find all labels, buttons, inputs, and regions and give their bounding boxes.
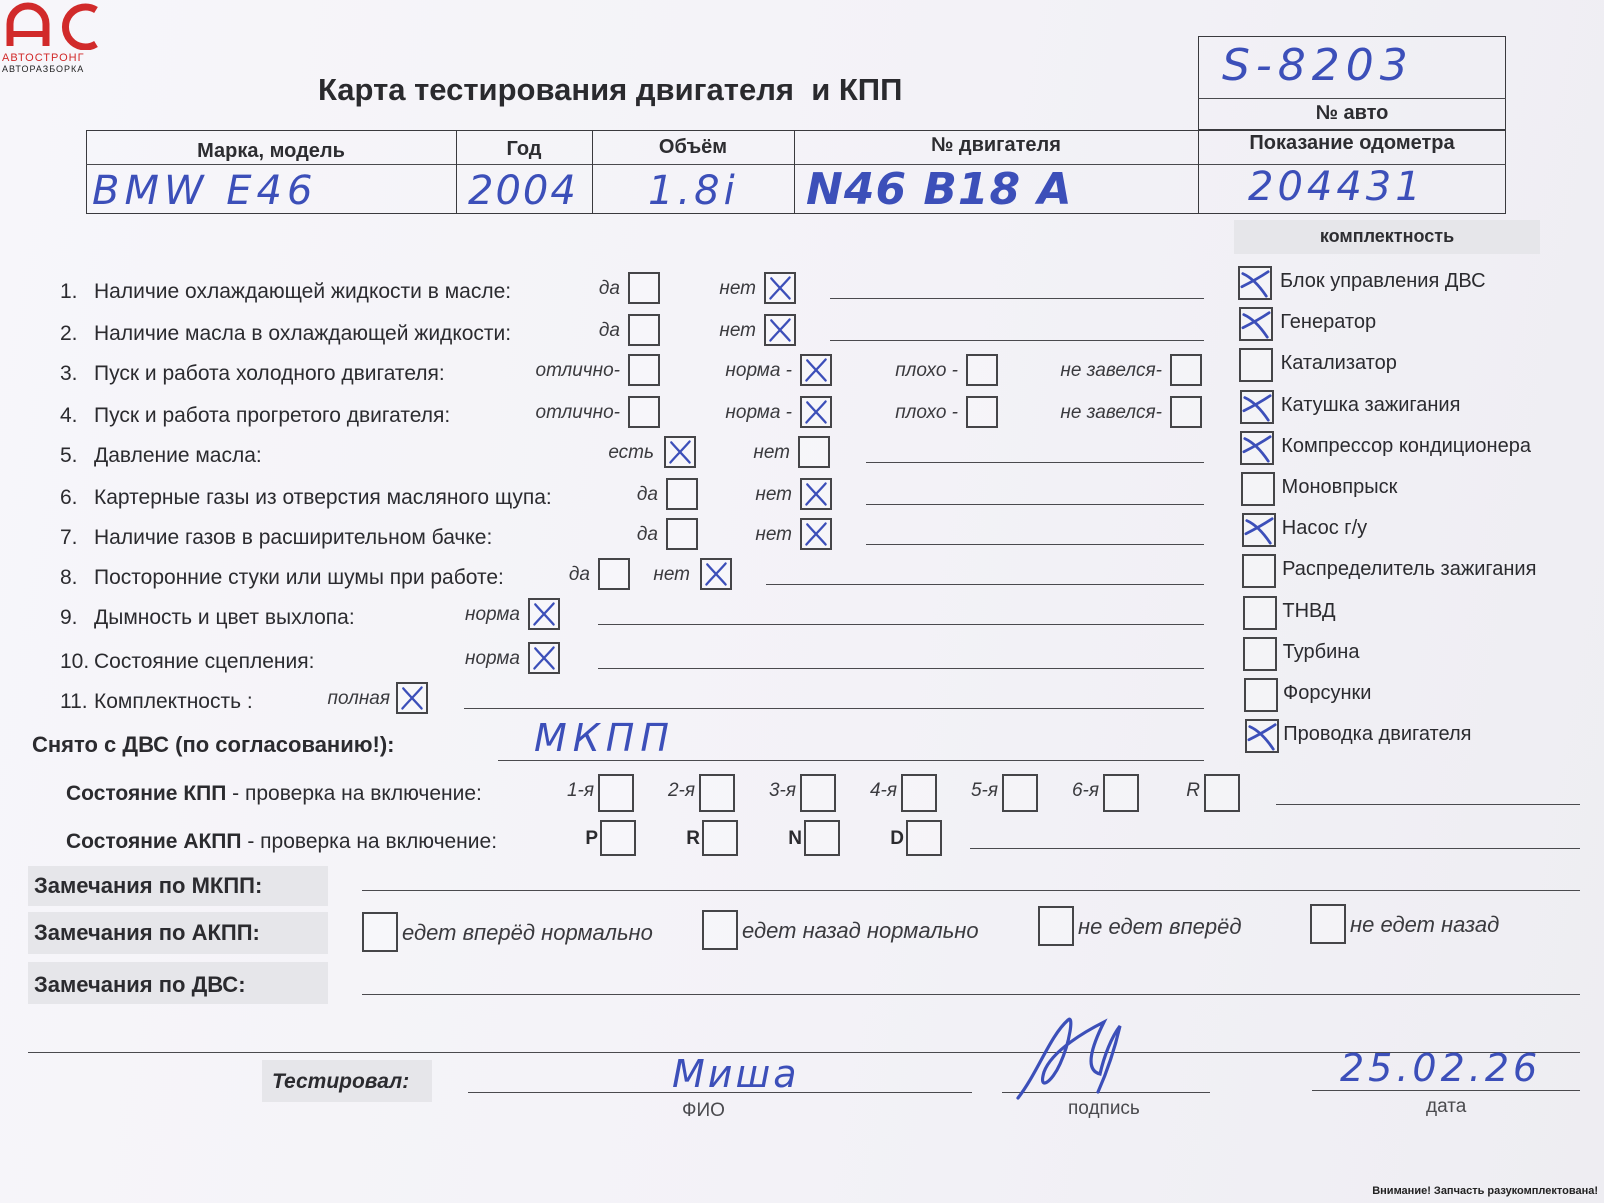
checkbox-checked[interactable] xyxy=(764,314,796,346)
checkbox[interactable] xyxy=(966,396,998,428)
header-value-year: 2004 xyxy=(468,168,578,214)
gear-label: 3-я xyxy=(768,780,796,801)
checkbox[interactable] xyxy=(628,314,660,346)
checkbox-checked[interactable] xyxy=(800,518,832,550)
check-number: 6. xyxy=(60,486,78,509)
tested-name: Миша xyxy=(672,1052,800,1096)
check-number: 1. xyxy=(60,280,78,303)
akpp-mode-label: N xyxy=(788,828,802,849)
check-label: Состояние сцепления: xyxy=(94,650,315,673)
header-label-engine-no: № двигателя xyxy=(931,134,1061,156)
warning-text: Внимание! Запчасть разукомплектована! xyxy=(1372,1185,1598,1197)
checkbox[interactable] xyxy=(628,396,660,428)
kit-item-label: Проводка двигателя xyxy=(1283,723,1472,746)
header-value-model: BMW E46 xyxy=(92,168,318,214)
checkbox[interactable] xyxy=(628,272,660,304)
checkbox-checked[interactable] xyxy=(396,682,428,714)
header-label-model: Марка, модель xyxy=(197,140,345,162)
gear-label: 5-я xyxy=(970,780,998,801)
check-label: Давление масла: xyxy=(94,444,262,467)
checkbox[interactable] xyxy=(628,354,660,386)
check-label: Посторонние стуки или шумы при работе: xyxy=(94,566,504,589)
kit-item-label: Катушка зажигания xyxy=(1280,393,1461,416)
checkbox[interactable] xyxy=(1170,396,1202,428)
checkbox[interactable] xyxy=(966,354,998,386)
check-option-label: норма - xyxy=(725,402,792,423)
akpp-mode-label: P xyxy=(585,828,598,849)
checkbox-checked[interactable] xyxy=(528,642,560,674)
check-option-label: полная xyxy=(327,688,390,709)
akpp-remark-checkbox[interactable] xyxy=(1038,906,1074,946)
auto-number-value: S-8203 xyxy=(1222,40,1414,91)
akpp-mode-label: D xyxy=(890,828,904,849)
logo-sub: АВТОРАЗБОРКА xyxy=(2,64,85,74)
fio-caption: ФИО xyxy=(682,1100,725,1121)
page-title: Карта тестирования двигателя и КПП xyxy=(318,72,903,107)
akpp-remark-checkbox[interactable] xyxy=(362,912,398,952)
gear-checkbox[interactable] xyxy=(1002,774,1038,812)
signature xyxy=(1008,1012,1138,1104)
logo-brand: АВТОСТРОНГ xyxy=(2,52,85,64)
kit-item-label: Турбина xyxy=(1282,640,1360,663)
akpp-label: Состояние АКПП - проверка на включение: xyxy=(66,830,498,853)
check-option-label: да xyxy=(598,320,620,341)
check-number: 10. xyxy=(60,650,90,673)
check-option-label: да xyxy=(598,278,620,299)
akpp-mode-checkbox[interactable] xyxy=(804,820,840,856)
date-caption: дата xyxy=(1426,1096,1467,1117)
checkbox[interactable] xyxy=(666,518,698,550)
akpp-mode-checkbox[interactable] xyxy=(600,820,636,856)
checkbox[interactable] xyxy=(666,478,698,510)
test-date: 25.02.26 xyxy=(1340,1046,1542,1090)
akpp-mode-checkbox[interactable] xyxy=(702,820,738,856)
kit-item-label: Блок управления ДВС xyxy=(1280,270,1486,292)
kit-item-label: Моновпрыск xyxy=(1281,476,1398,498)
check-number: 4. xyxy=(60,404,78,427)
gear-label: 2-я xyxy=(667,780,695,801)
check-option-label: не завелся- xyxy=(1060,360,1162,381)
check-option-label: есть xyxy=(608,442,654,463)
kpp-label: Состояние КПП - проверка на включение: xyxy=(66,782,482,805)
gear-checkbox[interactable] xyxy=(901,774,937,812)
check-option-label: отлично- xyxy=(535,402,620,423)
check-label: Наличие масла в охлаждающей жидкости: xyxy=(94,322,512,345)
check-number: 3. xyxy=(60,362,78,385)
remarks-dvs-label: Замечания по ДВС: xyxy=(34,972,246,997)
kit-item-label: Генератор xyxy=(1280,311,1377,334)
gear-label: 4-я xyxy=(869,780,897,801)
gear-label: 6-я xyxy=(1071,780,1099,801)
header-value-odometer: 204431 xyxy=(1248,164,1425,210)
check-option-label: нет xyxy=(719,278,756,299)
checkbox-checked[interactable] xyxy=(700,558,732,590)
check-label: Наличие охлаждающей жидкости в масле: xyxy=(94,280,512,303)
kit-item-label: Форсунки xyxy=(1283,682,1372,704)
akpp-mode-label: R xyxy=(686,828,700,849)
kit-checkbox[interactable] xyxy=(1245,719,1279,753)
check-option-label: нет xyxy=(755,524,792,545)
kit-checkbox[interactable] xyxy=(1239,348,1273,382)
check-option-label: отлично- xyxy=(535,360,620,381)
check-label: Дымность и цвет выхлопа: xyxy=(94,606,355,629)
removed-label: Снято с ДВС (по согласованию!): xyxy=(32,732,395,757)
auto-number-label: № авто xyxy=(1315,102,1389,124)
header-label-year: Год xyxy=(506,138,542,160)
checkbox-checked[interactable] xyxy=(800,478,832,510)
removed-value: МКПП xyxy=(534,716,675,760)
check-number: 9. xyxy=(60,606,78,629)
tested-label: Тестировал: xyxy=(272,1070,410,1093)
header-label-odometer: Показание одометра xyxy=(1249,132,1455,154)
check-number: 8. xyxy=(60,566,78,589)
gear-checkbox[interactable] xyxy=(800,774,836,812)
kit-item-label: ТНВД xyxy=(1282,599,1336,622)
akpp-remark-label: не едет вперёд xyxy=(1078,914,1242,939)
check-option-label: нет xyxy=(653,564,690,585)
check-label: Комплектность : xyxy=(94,690,253,713)
gear-checkbox[interactable] xyxy=(699,774,735,812)
kit-title: комплектность xyxy=(1319,226,1455,246)
checkbox[interactable] xyxy=(798,436,830,468)
check-label: Картерные газы из отверстия масляного щупа: xyxy=(94,486,552,509)
kit-checkbox[interactable] xyxy=(1238,266,1272,300)
akpp-remark-label: не едет назад xyxy=(1350,912,1500,937)
kit-checkbox[interactable] xyxy=(1244,678,1278,712)
kit-checkbox[interactable] xyxy=(1242,554,1276,588)
check-option-label: плохо - xyxy=(895,402,958,423)
akpp-remark-checkbox[interactable] xyxy=(702,910,738,950)
remarks-mkpp-label: Замечания по МКПП: xyxy=(34,873,263,898)
kit-checkbox[interactable] xyxy=(1240,431,1274,465)
check-option-label: нет xyxy=(753,442,790,463)
check-label: Пуск и работа прогретого двигателя: xyxy=(94,404,451,427)
kit-checkbox[interactable] xyxy=(1243,596,1277,630)
check-number: 7. xyxy=(60,526,78,549)
check-option-label: да xyxy=(636,484,658,505)
check-option-label: нет xyxy=(719,320,756,341)
checkbox[interactable] xyxy=(1170,354,1202,386)
header-label-volume: Объём xyxy=(658,136,728,158)
akpp-remark-label: едет вперёд нормально xyxy=(402,920,653,945)
check-label: Наличие газов в расширительном бачке: xyxy=(94,526,493,549)
checkbox-checked[interactable] xyxy=(800,354,832,386)
checkbox[interactable] xyxy=(598,558,630,590)
kit-checkbox[interactable] xyxy=(1243,637,1277,671)
logo-mark xyxy=(4,2,100,50)
check-option-label: да xyxy=(568,564,590,585)
kit-item-label: Компрессор кондиционера xyxy=(1281,434,1531,457)
akpp-mode-checkbox[interactable] xyxy=(906,820,942,856)
check-number: 2. xyxy=(60,322,78,345)
gear-label: 1-я xyxy=(566,780,594,801)
kit-item-label: Распределитель зажигания xyxy=(1282,558,1537,581)
kit-checkbox[interactable] xyxy=(1239,307,1273,341)
check-option-label: норма xyxy=(465,604,520,625)
check-option-label: плохо - xyxy=(895,360,958,381)
akpp-remark-label: едет назад нормально xyxy=(742,918,979,943)
signature-caption: подпись xyxy=(1068,1098,1140,1119)
checkbox-checked[interactable] xyxy=(764,272,796,304)
check-option-label: норма - xyxy=(725,360,792,381)
checkbox-checked[interactable] xyxy=(528,598,560,630)
check-option-label: не завелся- xyxy=(1060,402,1162,423)
header-value-volume: 1.8i xyxy=(648,168,739,214)
check-label: Пуск и работа холодного двигателя: xyxy=(94,362,445,385)
checkbox-checked[interactable] xyxy=(800,396,832,428)
kit-checkbox[interactable] xyxy=(1242,513,1276,547)
check-option-label: нет xyxy=(755,484,792,505)
akpp-remark-checkbox[interactable] xyxy=(1310,904,1346,944)
gear-checkbox[interactable] xyxy=(1204,774,1240,812)
checkbox-checked[interactable] xyxy=(664,436,696,468)
kit-checkbox[interactable] xyxy=(1240,390,1274,424)
check-option-label: норма xyxy=(465,648,520,669)
header-value-engine-no: N46 B18 A xyxy=(806,164,1073,215)
gear-checkbox[interactable] xyxy=(598,774,634,812)
check-number: 5. xyxy=(60,444,78,467)
check-option-label: да xyxy=(636,524,658,545)
kit-checkbox[interactable] xyxy=(1241,472,1275,506)
kit-item-label: Насос г/у xyxy=(1281,517,1368,540)
gear-label: R xyxy=(1186,780,1200,801)
kit-item-label: Катализатор xyxy=(1280,352,1397,375)
check-number: 11. xyxy=(60,690,88,713)
gear-checkbox[interactable] xyxy=(1103,774,1139,812)
remarks-akpp-label: Замечания по АКПП: xyxy=(34,920,260,945)
